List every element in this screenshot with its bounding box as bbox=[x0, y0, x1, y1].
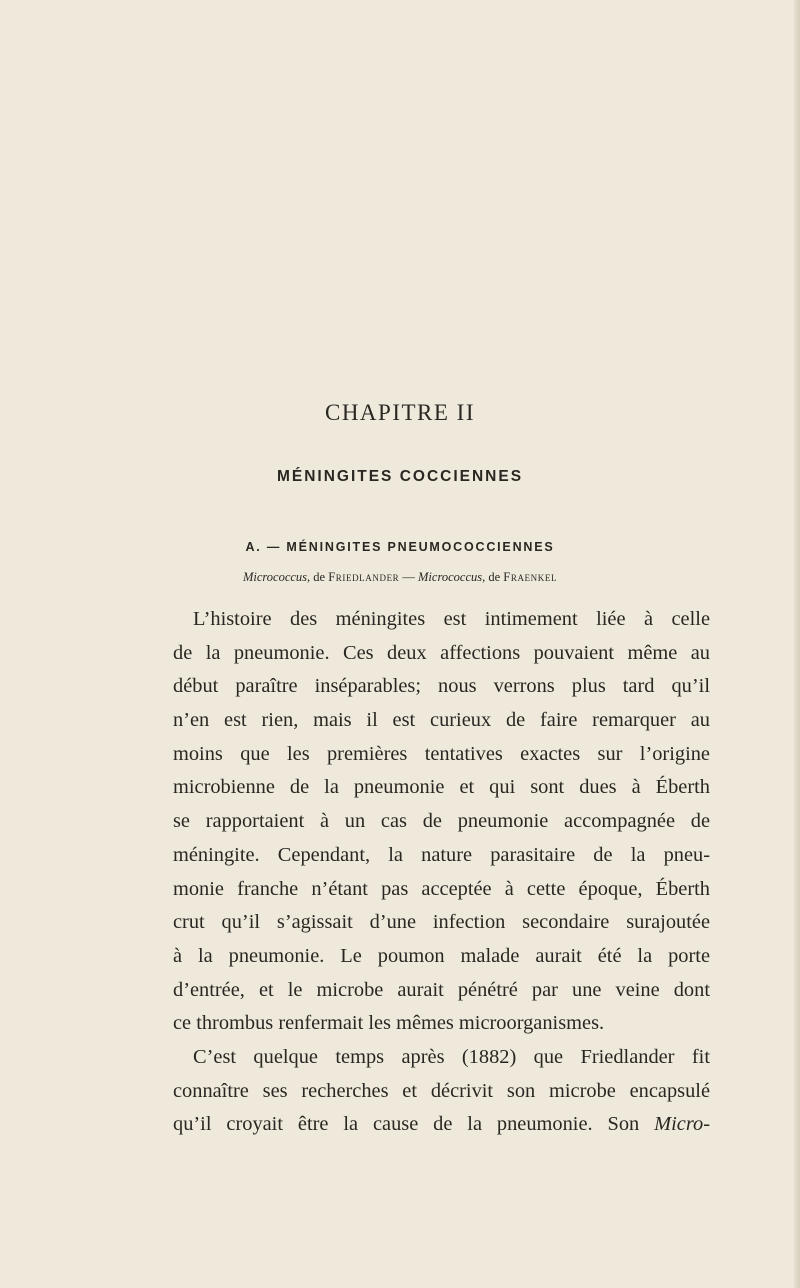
byline-term-1: Micrococcus bbox=[242, 570, 308, 584]
page-edge bbox=[794, 0, 800, 1288]
body-line: n’en est rien, mais il est curieux de faire remarquer au bbox=[173, 709, 710, 732]
body-line: crut qu’il s’agissait d’une infection secondaire surajoutée bbox=[173, 911, 710, 934]
body-line: moins que les premières tentatives exactes sur l’origine bbox=[173, 742, 710, 765]
section-title: MÉNINGITES COCCIENNES bbox=[276, 468, 524, 485]
body-line: de la pneumonie. Ces deux affections pouvaient même au bbox=[173, 641, 710, 664]
body-line: méningite. Cependant, la nature parasitaire de la pneu- bbox=[173, 843, 710, 866]
body-line: à la pneumonie. Le poumon malade aurait été la porte bbox=[173, 944, 710, 967]
body-line: L’histoire des méningites est intimement liée à celle bbox=[193, 608, 710, 630]
byline-separator-1: , de bbox=[307, 570, 329, 584]
byline-term-2: Micrococcus bbox=[418, 570, 483, 584]
body-text bbox=[173, 603, 710, 1142]
body-line: ce thrombus renfermait les mêmes microorganismes. bbox=[173, 1012, 605, 1035]
body-last-line bbox=[173, 1108, 710, 1142]
body-last-line-text: qu’il croyait être la cause de la pneumonie. Son bbox=[173, 1113, 655, 1136]
body-last-line-italic: Micro- bbox=[654, 1113, 710, 1136]
body-line: monie franche n’étant pas acceptée à cette époque, Éberth bbox=[173, 877, 710, 900]
body-line: d’entrée, et le microbe aurait pénétré par une veine dont bbox=[173, 978, 710, 1001]
byline-separator-2: — bbox=[399, 570, 419, 584]
body-line: se rapportaient à un cas de pneumonie accompagnée de bbox=[173, 810, 710, 833]
body-line: début paraître inséparables; nous verrons plus tard qu’il bbox=[173, 675, 710, 698]
byline bbox=[0, 570, 800, 585]
byline-separator-3: , de bbox=[482, 570, 504, 584]
byline-author-2: Fraenkel bbox=[503, 570, 558, 584]
body-line: C’est quelque temps après (1882) que Friedlander fit bbox=[193, 1045, 710, 1068]
byline-author-1: Friedlander bbox=[328, 570, 400, 584]
chapter-title: CHAPITRE II bbox=[324, 400, 476, 425]
subsection-title: A. — MÉNINGITES PNEUMOCOCCIENNES bbox=[245, 540, 555, 554]
body-line: connaître ses recherches et décrivit son microbe encapsulé bbox=[173, 1079, 710, 1102]
body-line: microbienne de la pneumonie et qui sont dues à Éberth bbox=[173, 776, 710, 799]
